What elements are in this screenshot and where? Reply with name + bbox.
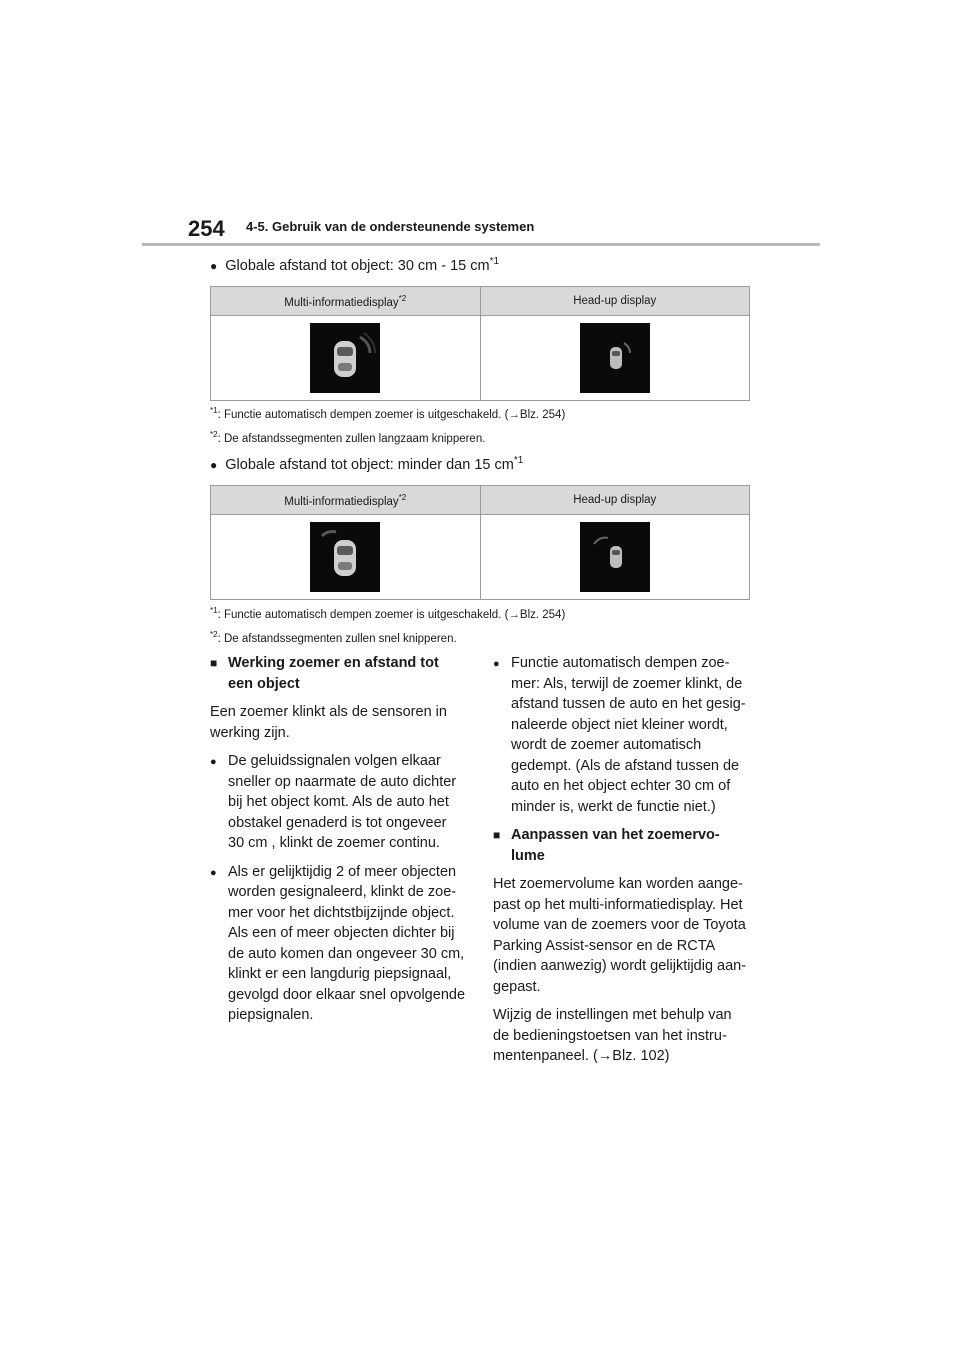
square-bullet-icon: ■ [210,656,218,670]
bullet-icon: ● [210,866,217,879]
block1-heading [210,256,499,274]
list-item: ● De geluidssignalen volgen elkaar sneller op naarmate de auto dichter bij het object komt. Als de auto het obstakel genaderd is tot ongeveer 30 cm , klinkt de zoemer continu. [210,751,466,854]
display-table-1 [210,286,750,401]
bullet-icon: ● [493,658,500,670]
bullet-icon: ● [210,457,218,472]
page-header [0,0,960,250]
block1-footnote-2: $^{*2}$: De afstandssegmenten zullen langzaam knipperen. [210,430,486,445]
page-number: 254 [188,216,225,241]
multi-info-display-cell [211,515,481,600]
table-header-head-up: Head-up display [480,287,750,316]
car-sensor-display-icon [310,522,380,592]
car-sensor-hud-icon [580,323,650,393]
right-column [493,653,749,1075]
footnote-ref: *1 [513,455,524,466]
block2-heading-text: Globale afstand tot object: minder dan 15 cm [225,456,514,473]
table-header-multi-info: Multi-informatiedisplay$^{*2}$ [211,287,481,316]
display-table-2 [210,485,750,600]
subsection-heading: ■ Werking zoemer en afstand tot een object [210,653,466,694]
table-header-multi-info: Multi-informatiedisplay$^{*2}$ [211,486,481,515]
volume-paragraph: Het zoemervolume kan worden aange-past op het multi-informatiedisplay. Het volume van de zoemers voor de Toyota Parking Assist-sensor en de RCTA (indien aanwezig) wordt gelijktijdig aan-gepast. [493,876,747,995]
block2-footnote-2: $^{*2}$: De afstandssegmenten zullen snel knipperen. [210,630,457,645]
left-column [210,653,466,1034]
settings-paragraph: Wijzig de instellingen met behulp van de bedieningstoetsen van het instru-mentenpaneel. (→Blz. 102) [493,1007,732,1064]
bullet-icon: ● [210,258,218,273]
block1-heading-text: Globale afstand tot object: 30 cm - 15 cm [225,257,490,274]
square-bullet-icon: ■ [493,828,501,842]
intro-paragraph: Een zoemer klinkt als de sensoren in werking zijn. [210,704,447,741]
list-item: ● Als er gelijktijdig 2 of meer objecten worden gesignaleerd, klinkt de zoe-mer voor het dichtstbijzijnde object. Als een of meer objecten dichter bij de auto komen dan ongeveer 30 cm, klinkt er een langdurig piepsignaal, gevolgd door elkaar snel opvolgende piepsignalen. [210,862,466,1026]
bullet-icon: ● [210,756,217,768]
list-item: ● Functie automatisch dempen zoe-mer: Als, terwijl de zoemer klinkt, de afstand tussen de auto en het gesig-naleerde object niet kleiner wordt, wordt de zoemer automatisch gedempt. (Als de afstand tussen de auto en het object echter 30 cm of minder is, werkt de functie niet.) [493,653,749,817]
block1-footnote-1: $^{*1}$: Functie automatisch dempen zoemer is uitgeschakeld. (→Blz. 254) [210,406,566,421]
car-sensor-display-icon [310,323,380,393]
footnote-ref: *1 [489,256,500,267]
header-divider [142,243,820,246]
multi-info-display-cell [211,316,481,401]
head-up-display-cell [480,316,750,401]
block2-footnote-1: $^{*1}$: Functie automatisch dempen zoemer is uitgeschakeld. (→Blz. 254) [210,606,566,621]
block2-heading [210,455,523,473]
subsection-heading: ■ Aanpassen van het zoemervo-lume [493,825,749,866]
section-title: 4-5. Gebruik van de ondersteunende systemen [246,219,535,234]
car-sensor-hud-icon [580,522,650,592]
table-header-head-up: Head-up display [480,486,750,515]
head-up-display-cell [480,515,750,600]
